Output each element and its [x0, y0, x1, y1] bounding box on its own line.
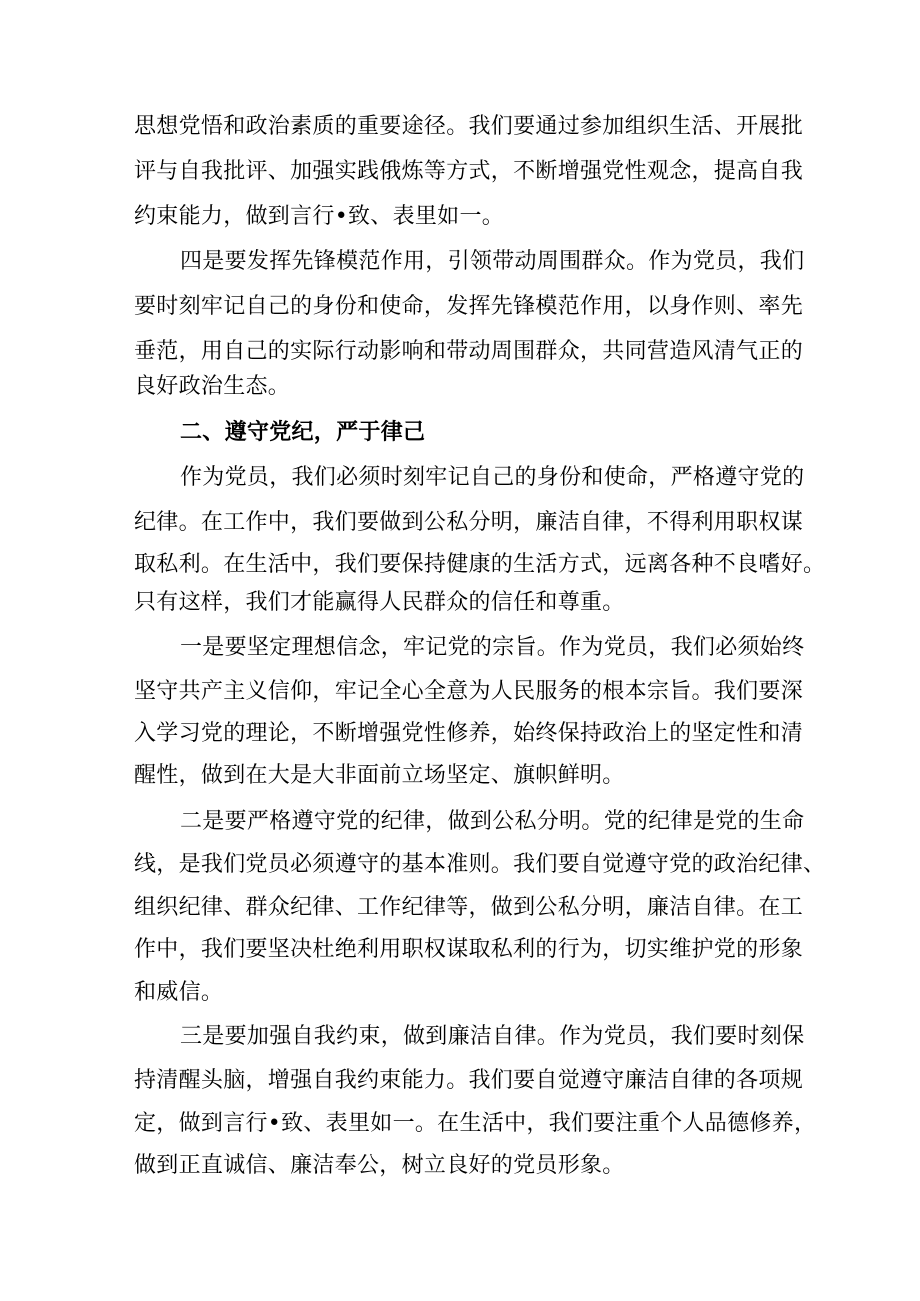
paragraph-4-line-1: 一是要坚定理想信念，牢记党的宗旨。作为党员，我们必须始终 [180, 635, 805, 660]
paragraph-1-line-3: 约束能力，做到言行•致、表里如一。 [134, 204, 505, 229]
paragraph-2-line-2: 要时刻牢记自己的身份和使命，发挥先锋模范作用，以身作则、率先 [134, 294, 804, 319]
paragraph-5-line-2: 线，是我们党员必须遵守的基本准则。我们要自觉遵守党的政治纪律、 [134, 852, 826, 877]
paragraph-5-line-3: 组织纪律、群众纪律、工作纪律等，做到公私分明，廉洁自律。在工 [134, 895, 804, 920]
paragraph-4-line-2: 坚守共产主义信仰，牢记全心全意为人民服务的根本宗旨。我们要深 [134, 679, 804, 704]
section-heading-2: 二、遵守党纪，严于律己 [180, 420, 426, 445]
paragraph-5-line-5: 和威信。 [134, 980, 224, 1005]
paragraph-6-line-2: 持清醒头脑，增强自我约束能力。我们要自觉遵守廉洁自律的各项规 [134, 1068, 804, 1093]
paragraph-3-line-3: 取私利。在生活中，我们要保持健康的生活方式，远离各种不良嗜好。 [134, 552, 826, 577]
paragraph-6-line-1: 三是要加强自我约束，做到廉洁自律。作为党员，我们要时刻保 [180, 1024, 805, 1049]
paragraph-5-line-4: 作中，我们要坚决杜绝利用职权谋取私利的行为，切实维护党的形象 [134, 937, 804, 962]
paragraph-6-line-4: 做到正直诚信、廉洁奉公，树立良好的党员形象。 [134, 1153, 625, 1178]
paragraph-2-line-3: 垂范，用自己的实际行动影响和带动周围群众，共同营造风清气正的 [134, 339, 804, 364]
paragraph-2-line-1: 四是要发挥先锋模范作用，引领带动周围群众。作为党员，我们 [180, 249, 805, 274]
paragraph-5-line-1: 二是要严格遵守党的纪律，做到公私分明。党的纪律是党的生命 [180, 809, 805, 834]
paragraph-1-line-1: 思想党悟和政治素质的重要途径。我们要通过参加组织生活、开展批 [134, 114, 804, 139]
paragraph-3-line-4: 只有这样，我们才能赢得人民群众的信任和尊重。 [134, 590, 625, 615]
paragraph-2-line-4: 良好政治生态。 [134, 374, 291, 399]
paragraph-3-line-2: 纪律。在工作中，我们要做到公私分明，廉洁自律，不得利用职权谋 [134, 510, 804, 535]
paragraph-4-line-3: 入学习党的理论，不断增强党性修养，始终保持政治上的坚定性和清 [134, 721, 804, 746]
paragraph-1-line-2: 评与自我批评、加强实践俄炼等方式，不断增强党性观念，提高自我 [134, 159, 804, 184]
paragraph-6-line-3: 定，做到言行•致、表里如一。在生活中，我们要注重个人品德修养， [134, 1111, 817, 1136]
paragraph-4-line-4: 醒性，做到在大是大非面前立场坚定、旗帜鲜明。 [134, 763, 625, 788]
paragraph-3-line-1: 作为党员，我们必须时刻牢记自己的身份和使命，严格遵守党的 [180, 465, 805, 490]
